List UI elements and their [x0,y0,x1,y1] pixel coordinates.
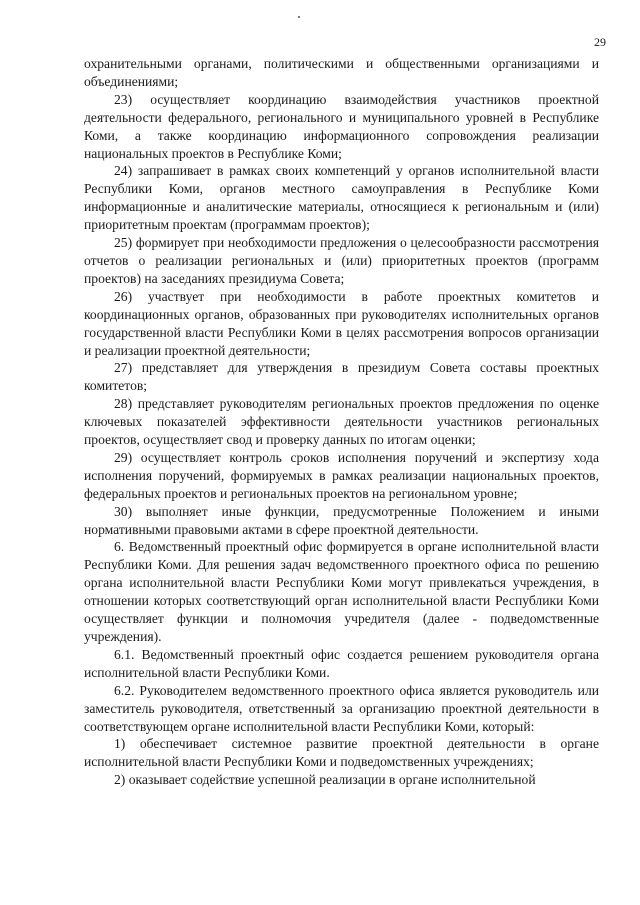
page-number: 29 [594,35,606,49]
paragraph-item-25: 25) формирует при необходимости предложения о целесообразности рассмотрения отчетов о реализации региональных и (или) приоритетных проектов (программ проектов) на заседаниях президиума Совета; [84,235,599,286]
paragraph-section-6: 6. Ведомственный проектный офис формируется в органе исполнительной власти Республики Коми. Для решения задач ведомственного проектного офиса по решению органа исполнительной власти Республики Коми могут привлекаться учреждения, в отношении которых соответствующий орган исполнительной власти Республики Коми осуществляет функции и полномочия учредителя (далее - подведомственные учреждения). [84,539,599,644]
paragraph-item-30: 30) выполняет иные функции, предусмотренные Положением и иными нормативными правовыми актами в сфере проектной деятельности. [84,503,599,537]
paragraph-subitem-2: 2) оказывает содействие успешной реализации в органе исполнительной [114,772,536,788]
paragraph-section-6-1: 6.1. Ведомственный проектный офис создается решением руководителя органа исполнительной власти Республики Коми. [84,646,599,680]
paragraph-item-26: 26) участвует при необходимости в работе проектных комитетов и координационных органов, образованных при руководителях исполнительных органов государственной власти Республики Коми в целях рассмотрения вопросов организации и реализации проектной деятельности; [84,288,599,358]
document-body [84,55,599,789]
paragraph-item-23: 23) осуществляет координацию взаимодействия участников проектной деятельности федерального, регионального и муниципального уровней в Республике Коми, а также координацию информационного сопровождения реализации национальных проектов в Республике Коми; [84,91,599,161]
paragraph-continuation: охранительными органами, политическими и общественными организациями и объединениями; [84,56,599,89]
paragraph-subitem-1: 1) обеспечивает системное развитие проектной деятельности в органе исполнительной власти Республики Коми и подведомственных учреждениях; [84,736,599,770]
paragraph-item-27: 27) представляет для утверждения в президиум Совета составы проектных комитетов; [84,360,599,394]
paragraph-item-24: 24) запрашивает в рамках своих компетенций у органов исполнительной власти Республики Коми, органов местного самоуправления в Республике Коми информационные и аналитические материалы, относящиеся к региональным и (или) приоритетным проектам (программам проектов); [84,163,599,233]
paragraph-section-6-2: 6.2. Руководителем ведомственного проектного офиса является руководитель или заместитель руководителя, ответственный за организацию проектной деятельности в соответствующем органе исполнительной власти Республики Коми, который: [84,682,599,734]
paragraph-item-28: 28) представляет руководителям региональных проектов предложения по оценке ключевых показателей эффективности деятельности участников региональных проектов, осуществляет свод и проверку данных по итогам оценки; [84,396,599,448]
paragraph-item-29: 29) осуществляет контроль сроков исполнения поручений и экспертизу хода исполнения поручений, формируемых в рамках реализации национальных проектов, федеральных проектов и региональных проектов на региональном уровне; [84,449,599,501]
scan-dot [298,16,300,18]
